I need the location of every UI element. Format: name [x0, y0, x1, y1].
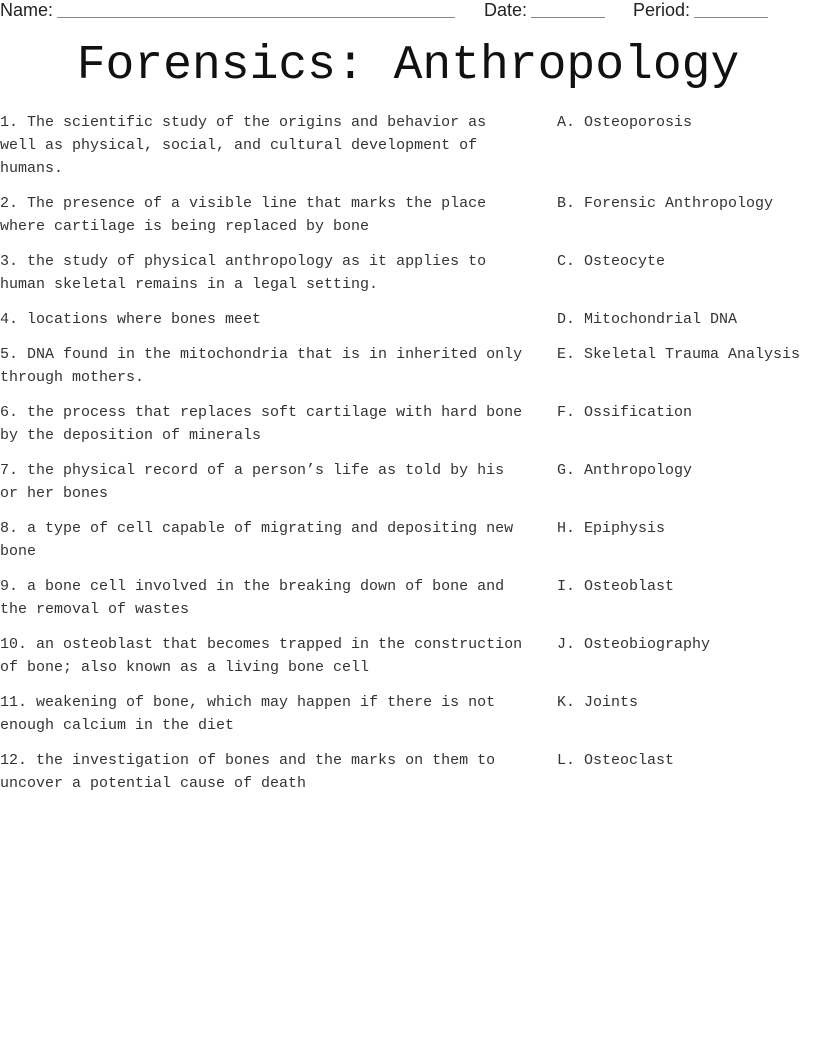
answer-option-h: H. Epiphysis: [557, 520, 666, 537]
answer-option-d: D. Mitochondrial DNA: [557, 311, 738, 328]
matching-row: [0, 308, 816, 331]
definition-8: 8. a type of cell capable of migrating and depositing new bone: [0, 520, 514, 560]
definition-1: 1. The scientific study of the origins and behavior as well as physical, social, and cultural development of humans.: [0, 114, 487, 177]
definition-10: 10. an osteoblast that becomes trapped in the construction of bone; also known as a living bone cell: [0, 636, 523, 676]
answer-option-j: J. Osteobiography: [557, 636, 711, 653]
matching-row: [0, 401, 816, 447]
answer-option-k: K. Joints: [557, 694, 639, 711]
answer-option-f: F. Ossification: [557, 404, 693, 421]
definition-4: 4. locations where bones meet: [0, 311, 262, 328]
matching-row: [0, 749, 816, 795]
period-blank-line[interactable]: [694, 0, 768, 18]
definition-6: 6. the process that replaces soft cartilage with hard bone by the deposition of minerals: [0, 404, 523, 444]
answer-option-i: I. Osteoblast: [557, 578, 675, 595]
matching-row: [0, 633, 816, 679]
definition-12: 12. the investigation of bones and the marks on them to uncover a potential cause of death: [0, 752, 496, 792]
matching-row: [0, 575, 816, 621]
name-field: [0, 0, 455, 20]
answer-option-c: C. Osteocyte: [557, 253, 666, 270]
definition-11: 11. weakening of bone, which may happen if there is not enough calcium in the diet: [0, 694, 496, 734]
answer-option-g: G. Anthropology: [557, 462, 693, 479]
worksheet-header: [0, 0, 816, 24]
date-field: [484, 0, 605, 20]
definition-3: 3. the study of physical anthropology as it applies to human skeletal remains in a legal setting.: [0, 253, 487, 293]
matching-row: [0, 517, 816, 563]
name-blank-line[interactable]: [57, 0, 455, 18]
answer-option-l: L. Osteoclast: [557, 752, 675, 769]
matching-row: [0, 111, 816, 180]
matching-row: [0, 343, 816, 389]
answer-option-e: E. Skeletal Trauma Analysis: [557, 346, 801, 363]
worksheet-title: Forensics: Anthropology: [76, 39, 740, 93]
answer-option-a: A. Osteoporosis: [557, 114, 693, 131]
matching-list: [0, 111, 816, 807]
matching-row: [0, 192, 816, 238]
definition-9: 9. a bone cell involved in the breaking down of bone and the removal of wastes: [0, 578, 505, 618]
definition-2: 2. The presence of a visible line that marks the place where cartilage is being replaced by bone: [0, 195, 487, 235]
matching-row: [0, 250, 816, 296]
matching-row: [0, 459, 816, 505]
date-blank-line[interactable]: [531, 0, 605, 18]
name-label: Name:: [0, 0, 54, 20]
matching-row: [0, 691, 816, 737]
period-label: Period:: [633, 0, 691, 20]
period-field: [633, 0, 768, 20]
answer-option-b: B. Forensic Anthropology: [557, 195, 774, 212]
definition-7: 7. the physical record of a person’s life as told by his or her bones: [0, 462, 505, 502]
definition-5: 5. DNA found in the mitochondria that is in inherited only through mothers.: [0, 346, 523, 386]
date-label: Date:: [484, 0, 528, 20]
